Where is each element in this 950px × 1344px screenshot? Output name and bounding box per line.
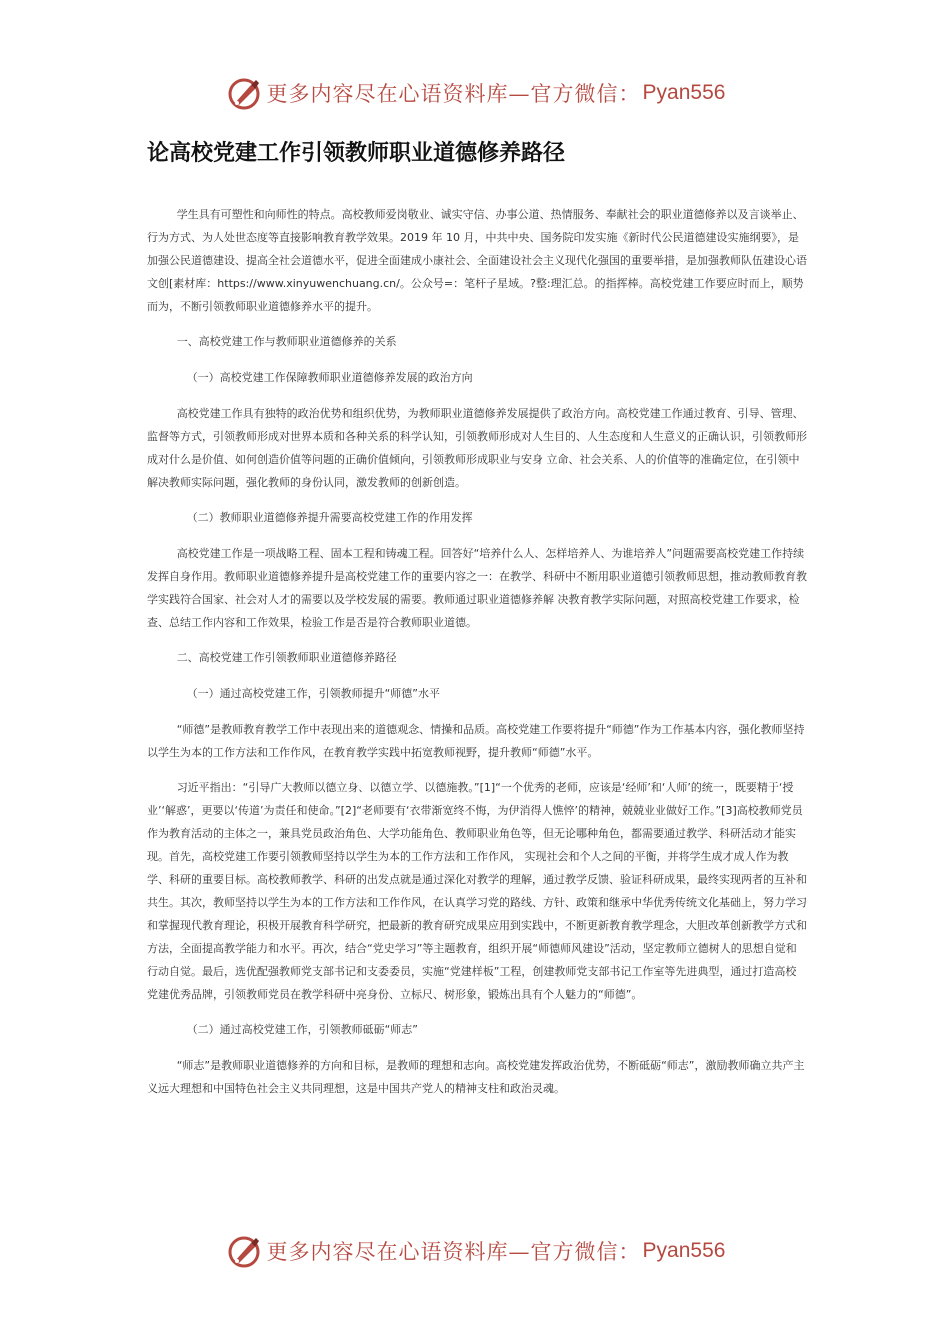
paragraph: “师德”是教师教育教学工作中表现出来的道德观念、情操和品质。高校党建工作要将提升“师德”作为工作基本内容，强化教师坚持以学生为本的工作方法和工作作风，在教育教学实践中拓宽教师视野，提升教师“师德”水平。 [147, 723, 805, 759]
banner-text: 更多内容尽在心语资料库—官方微信： [266, 82, 641, 106]
paragraph: 习近平指出：“引导广大教师以德立身、以德立学、以德施教。”[1]“一个优秀的老师，应该是‘经师’和‘人师’的统一，既要精于‘授业’‘解惑’，更要以‘传道’为责任和使命。”[2]“老师要有‘衣带渐宽终不悔，为伊消得人憔悴’的精神，兢兢业业做好工作。”[3]高校教师党员作为教育活动的主体之一，兼具党员政治角色、大学功能角色、教师职业角色等，但无论哪种角色，都需要通过教学、科研活动才能实现。首先，高校党建工作要引领教师坚持以学生为本的工作方法和工作作风， 实现社会和个人之间的平衡，并将学生成才成人作为教学、科研的重要目标。高校教师教学、科研的出发点就是通过深化对教学的理解，通过教学反馈、验证科研成果，最终实现两者的互补和共生。其次，教师坚持以学生为本的工作方法和工作作风，在认真学习党的路线、方针、政策和继承中华优秀传统文化基础上，努力学习和掌握现代教育理论，积极开展教育科学研究，把最新的教育研究成果应用到实践中，不断更新教育教学理念，大胆改革创新教学方式和方法，全面提高教学能力和水平。再次，结合“党史学习”等主题教育，组织开展“师德师风建设”活动，坚定教师立德树人的思想自觉和行动自觉。最后，选优配强教师党支部书记和支委委员，实施“党建样板”工程，创建教师党支部书记工作室等先进典型，通过打造高校党建优秀品牌，引领教师党员在教学科研中亮身份、立标尺、树形象，锻炼出具有个人魅力的“师德”。 [147, 781, 807, 1001]
wechat-id: Pyan556 [642, 1239, 726, 1262]
section-heading: 一、高校党建工作与教师职业道德修养的关系 [176, 335, 397, 348]
paragraph: 高校党建工作是一项战略工程、固本工程和铸魂工程。回答好“培养什么人、怎样培养人、为谁培养人”问题需要高校党建工作持续发挥自身作用。教师职业道德修养提升是高校党建工作的重要内容之一：在教学、科研中不断用职业道德引领教师思想，推动教师教育教学实践符合国家、社会对人才的需要以及学校发展的需要。教师通过职业道德修养解 决教育教学实际问题，对照高校党建工作要求，检查、总结工作内容和工作效果，检验工作是否是符合教师职业道德。 [147, 547, 807, 629]
wechat-id: Pyan556 [642, 81, 726, 104]
document-title: 论高校党建工作引领教师职业道德修养路径 [147, 141, 566, 166]
paragraph: 高校党建工作具有独特的政治优势和组织优势，为教师职业道德修养发展提供了政治方向。高校党建工作通过教育、引导、管理、监督等方式，引领教师形成对世界本质和各种关系的科学认知，引领教师形成对人生目的、人生态度和人生意义的正确认识，引领教师形成对什么是价值、如何创造价值等问题的正确价值倾向，引领教师形成职业与安身 立命、社会关系、人的价值等的准确定位，在引领中解决教师实际问题，强化教师的身份认同，激发教师的创新创造。 [147, 407, 807, 489]
paragraph: 学生具有可塑性和向师性的特点。高校教师爱岗敬业、诚实守信、办事公道、热情服务、奉献社会的职业道德修养以及言谈举止、行为方式、为人处世态度等直接影响教育教学效果。2019 年 10 月，中共中央、国务院印发实施《新时代公民道德建设实施纲要》，是加强公民道德建设、提高全社会道德水平，促进全面建成小康社会、全面建设社会主义现代化强国的重要举措，是加强教师队伍建设心语文创[素材库：https://www.xinyuwenchuang.cn/。公众号=：笔杆子星域。?整:理汇总。的指挥棒。高校党建工作要应时而上，顺势而为，不断引领教师职业道德修养水平的提升。 [147, 208, 807, 313]
subsection-heading: （一）高校党建工作保障教师职业道德修养发展的政治方向 [186, 371, 473, 384]
brand-logo-icon [225, 73, 265, 113]
subsection-heading: （一）通过高校党建工作，引领教师提升“师德”水平 [186, 687, 440, 700]
paragraph: “师志”是教师职业道德修养的方向和目标，是教师的理想和志向。高校党建发挥政治优势，不断砥砺“师志”，激励教师确立共产主义远大理想和中国特色社会主义共同理想，这是中国共产党人的精神支柱和政治灵魂。 [147, 1059, 805, 1095]
section-heading: 二、高校党建工作引领教师职业道德修养路径 [176, 651, 397, 664]
banner-text: 更多内容尽在心语资料库—官方微信： [266, 1240, 641, 1264]
brand-logo-icon [225, 1231, 265, 1271]
subsection-heading: （二）教师职业道德修养提升需要高校党建工作的作用发挥 [186, 511, 473, 524]
footer-banner [0, 1228, 950, 1274]
document-body [147, 203, 807, 1112]
header-banner [0, 70, 950, 116]
subsection-heading: （二）通过高校党建工作，引领教师砥砺“师志” [186, 1023, 418, 1036]
